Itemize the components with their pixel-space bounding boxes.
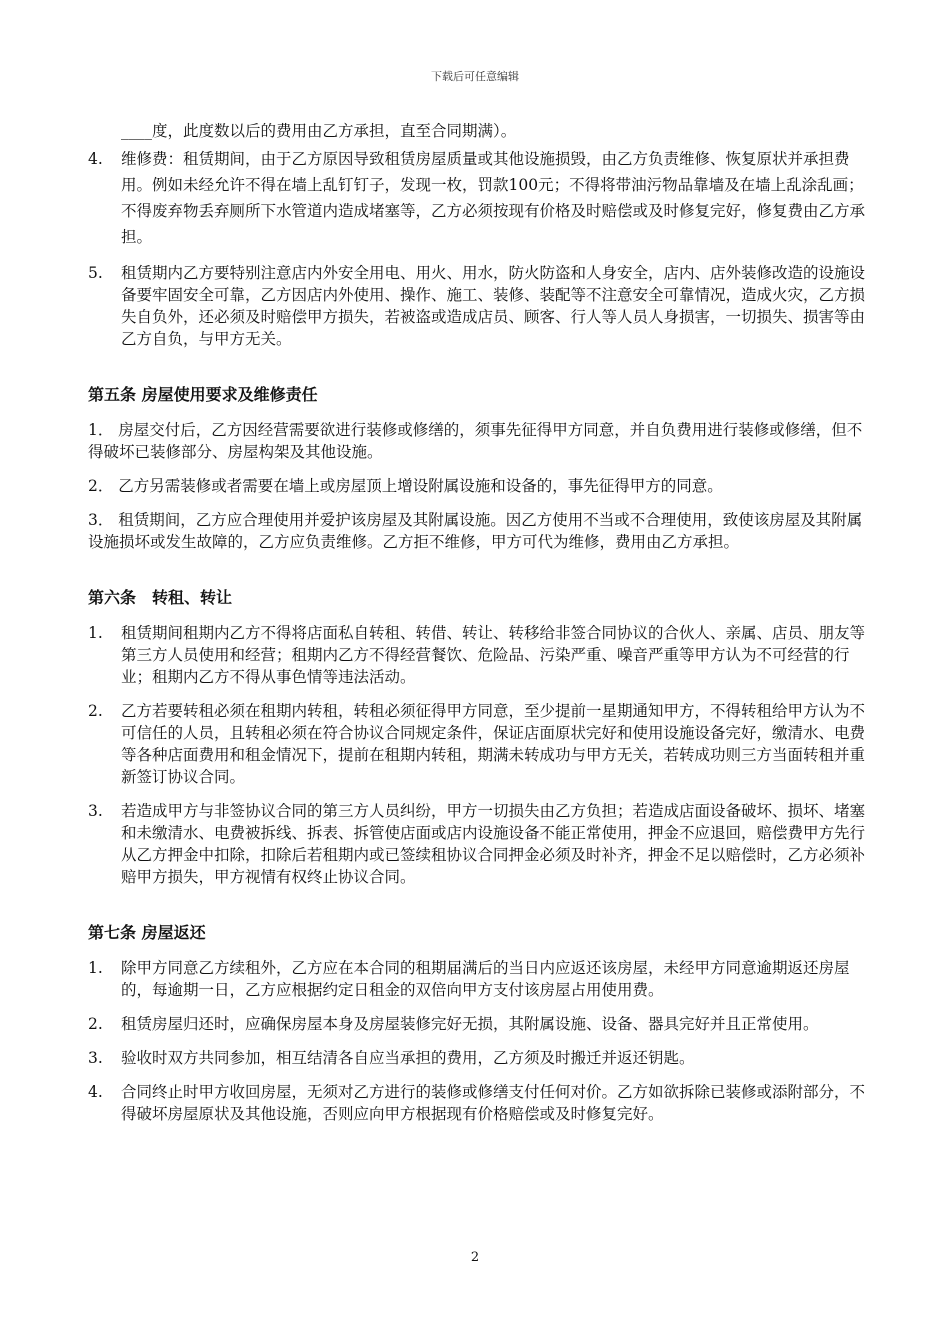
item-number: 1. <box>88 624 103 642</box>
list-item <box>88 957 876 1001</box>
paragraph: 3． 租赁期间，乙方应合理使用并爱护该房屋及其附属设施。因乙方使用不当或不合理使用，致使该房屋及其附属设施损坏或发生故障的，乙方应负责维修。乙方拒不维修，甲方可代为维修，费用由乙方承担。 <box>88 511 863 551</box>
document-body <box>88 120 876 1125</box>
list-item <box>88 622 876 688</box>
item-text: 合同终止时甲方收回房屋，无须对乙方进行的装修或修缮支付任何对价。乙方如欲拆除已装修或添附部分，不得破坏房屋原状及其他设施，否则应向甲方根据现有价格赔偿或及时修复完好。 <box>121 1083 866 1123</box>
item-text: 租赁期内乙方要特别注意店内外安全用电、用火、用水，防火防盗和人身安全，店内、店外装修改造的设施设备要牢固安全可靠，乙方因店内外使用、操作、施工、装修、装配等不注意安全可靠情况，造成火灾，乙方损失自负外，还必须及时赔偿甲方损失，若被盗或造成店员、顾客、行人等人员人身损害，一切损失、损害等由乙方自负，与甲方无关。 <box>121 264 866 348</box>
item-number: 2. <box>88 702 103 720</box>
item-number: 3. <box>88 802 103 820</box>
item-text: 除甲方同意乙方续租外，乙方应在本合同的租期届满后的当日内应返还该房屋，未经甲方同意逾期返还房屋的，每逾期一日，乙方应根据约定日租金的双倍向甲方支付该房屋占用使用费。 <box>121 959 850 999</box>
list-item <box>88 1013 876 1035</box>
item-text: 租赁期间租期内乙方不得将店面私自转租、转借、转让、转移给非签合同协议的合伙人、亲属、店员、朋友等第三方人员使用和经营；租期内乙方不得经营餐饮、危险品、污染严重、噪音严重等甲方认为不可经营的行业；租期内乙方不得从事色情等违法活动。 <box>121 624 866 686</box>
list-item <box>88 1081 876 1125</box>
item-number: 4. <box>88 1083 103 1101</box>
paragraph: 1． 房屋交付后，乙方因经营需要欲进行装修或修缮的，须事先征得甲方同意，并自负费用进行装修或修缮，但不得破坏已装修部分、房屋构架及其他设施。 <box>88 421 863 461</box>
list-item <box>88 262 876 350</box>
list-item <box>88 700 876 788</box>
list-item <box>88 146 876 250</box>
section-heading: 第五条 房屋使用要求及维修责任 <box>88 385 318 404</box>
item-text: 租赁房屋归还时，应确保房屋本身及房屋装修完好无损，其附属设施、设备、器具完好并且正常使用。 <box>121 1015 819 1033</box>
section-heading: 第七条 房屋返还 <box>88 923 206 942</box>
list-item <box>88 1047 876 1069</box>
item-text: 若造成甲方与非签协议合同的第三方人员纠纷，甲方一切损失由乙方负担；若造成店面设备破坏、损坏、堵塞和未缴清水、电费被拆线、拆表、拆管使店面或店内设施设备不能正常使用，押金不应退回，赔偿费甲方先行从乙方押金中扣除，扣除后若租期内或已签续租协议合同押金必须及时补齐，押金不足以赔偿时，乙方必须补赔甲方损失，甲方视情有权终止协议合同。 <box>121 802 866 886</box>
section-heading: 第六条 转租、转让 <box>88 588 233 607</box>
item-text: 验收时双方共同参加，相互结清各自应当承担的费用，乙方须及时搬迁并返还钥匙。 <box>121 1049 695 1067</box>
item-text: 乙方若要转租必须在租期内转租，转租必须征得甲方同意，至少提前一星期通知甲方，不得转租给甲方认为不可信任的人员，且转租必须在符合协议合同规定条件，保证店面原状完好和使用设施设备完好，缴清水、电费等各种店面费用和租金情况下，提前在租期内转租，期满未转成功与甲方无关，若转成功则三方当面转租并重新签订协议合同。 <box>121 702 866 786</box>
page-header: 下载后可任意编辑 <box>431 70 519 83</box>
item-text: 维修费：租赁期间，由于乙方原因导致租赁房屋质量或其他设施损毁，由乙方负责维修、恢复原状并承担费用。例如未经允许不得在墙上乱钉钉子，发现一枚，罚款100元；不得将带油污物品靠墙及在墙上乱涂乱画；不得废弃物丢弃厕所下水管道内造成堵塞等，乙方必须按现有价格及时赔偿或及时修复完好，修复费由乙方承担。 <box>121 150 866 246</box>
item-number: 5. <box>88 264 103 282</box>
item-number: 3. <box>88 1049 103 1067</box>
list-item <box>88 800 876 888</box>
item-number: 2. <box>88 1015 103 1033</box>
continuation-line: ____度，此度数以后的费用由乙方承担，直至合同期满）。 <box>121 122 517 140</box>
item-number: 1. <box>88 959 103 977</box>
item-number: 4. <box>88 150 103 168</box>
page-number: 2 <box>470 1250 480 1265</box>
paragraph: 2． 乙方另需装修或者需要在墙上或房屋顶上增设附属设施和设备的，事先征得甲方的同意。 <box>88 477 723 495</box>
